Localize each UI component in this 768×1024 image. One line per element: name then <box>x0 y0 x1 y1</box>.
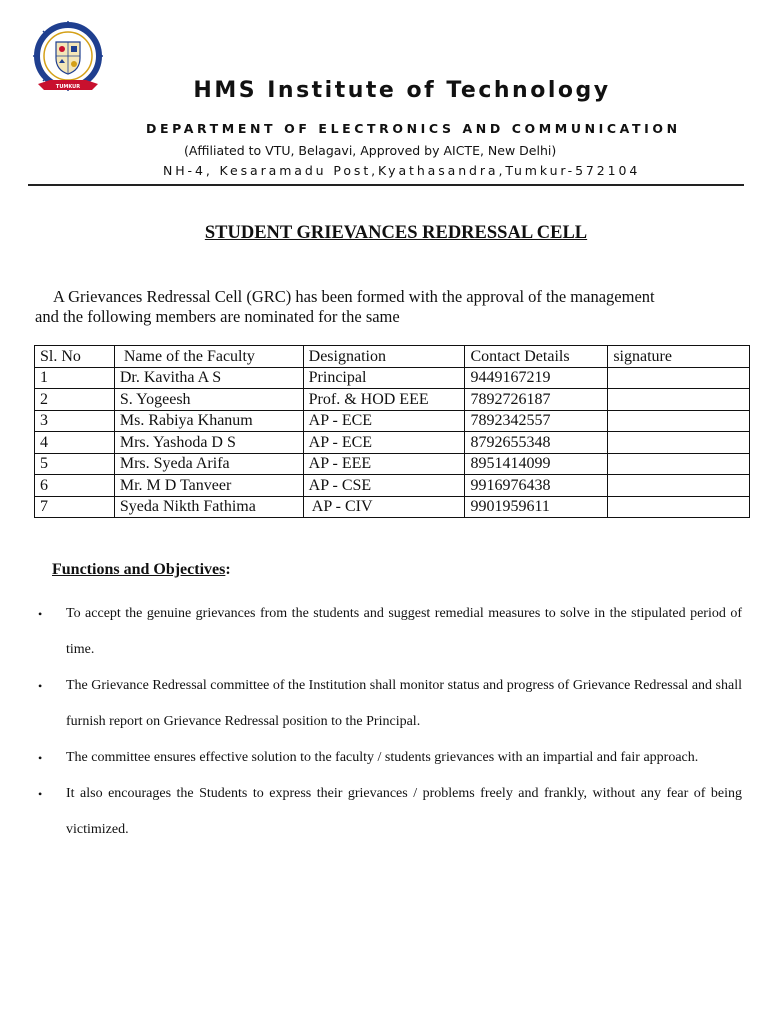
table-cell: 8951414099 <box>465 453 608 475</box>
table-cell: 7892726187 <box>465 389 608 411</box>
intro-line: and the following members are nominated for the same <box>35 307 400 326</box>
table-cell: 9449167219 <box>465 367 608 389</box>
list-item <box>38 740 742 776</box>
table-cell: AP - CSE <box>303 475 465 497</box>
objectives-list <box>38 596 742 848</box>
table-cell: 3 <box>35 410 115 432</box>
section-heading: STUDENT GRIEVANCES REDRESSAL CELL <box>204 223 588 243</box>
objective-text: The committee ensures effective solution to the faculty / students grievances with an impartial and fair approach. <box>66 750 699 765</box>
bullet-icon: • <box>38 607 43 621</box>
table-cell: 1 <box>35 367 115 389</box>
column-header: Name of the Faculty <box>114 346 303 368</box>
signature-cell <box>608 453 750 475</box>
table-cell: S. Yogeesh <box>114 389 303 411</box>
table-cell: Ms. Rabiya Khanum <box>114 410 303 432</box>
table-cell: AP - CIV <box>303 496 465 518</box>
table-row <box>35 389 750 411</box>
table-cell: 9916976438 <box>465 475 608 497</box>
objective-text: The Grievance Redressal committee of the Institution shall monitor status and progress of Grievance Redressal and shall furnish report on Grievance Redressal position to the Principal. <box>66 678 742 729</box>
table-cell: Principal <box>303 367 465 389</box>
table-cell: Mr. M D Tanveer <box>114 475 303 497</box>
bullet-icon: • <box>38 787 43 801</box>
signature-cell <box>608 389 750 411</box>
signature-cell <box>608 496 750 518</box>
table-cell: Dr. Kavitha A S <box>114 367 303 389</box>
table-cell: AP - EEE <box>303 453 465 475</box>
table-cell: 6 <box>35 475 115 497</box>
table-cell: 7 <box>35 496 115 518</box>
list-item <box>38 596 742 668</box>
table-cell: 4 <box>35 432 115 454</box>
functions-heading-colon: : <box>225 561 231 578</box>
table-cell: 5 <box>35 453 115 475</box>
department-name: DEPARTMENT OF ELECTRONICS AND COMMUNICATION <box>146 121 681 136</box>
table-row <box>35 453 750 475</box>
table-row <box>35 475 750 497</box>
column-header: Contact Details <box>465 346 608 368</box>
list-item <box>38 776 742 848</box>
table-cell: 2 <box>35 389 115 411</box>
header-divider <box>28 184 744 186</box>
signature-cell <box>608 410 750 432</box>
table-row <box>35 410 750 432</box>
table-cell: 7892342557 <box>465 410 608 432</box>
table-row <box>35 432 750 454</box>
institute-name: HMS Institute of Technology <box>193 78 611 103</box>
members-table <box>34 345 750 518</box>
objective-text: It also encourages the Students to express their grievances / problems freely and frankly, without any fear of being victimized. <box>66 786 742 837</box>
table-cell: AP - ECE <box>303 432 465 454</box>
column-header: Sl. No <box>35 346 115 368</box>
table-row <box>35 496 750 518</box>
table-cell: AP - ECE <box>303 410 465 432</box>
functions-heading-text: Functions and Objectives <box>52 561 226 578</box>
table-cell: Prof. & HOD EEE <box>303 389 465 411</box>
signature-cell <box>608 432 750 454</box>
table-cell: Mrs. Syeda Arifa <box>114 453 303 475</box>
signature-cell <box>608 367 750 389</box>
column-header: signature <box>608 346 750 368</box>
address-line: NH-4, Kesaramadu Post,Kyathasandra,Tumkur-572104 <box>163 163 641 178</box>
table-row <box>35 367 750 389</box>
intro-line: A Grievances Redressal Cell (GRC) has been formed with the approval of the management <box>53 287 655 306</box>
functions-heading <box>52 561 231 579</box>
bullet-icon: • <box>38 679 43 693</box>
bullet-icon: • <box>38 751 43 765</box>
table-cell: 8792655348 <box>465 432 608 454</box>
table-cell: 9901959611 <box>465 496 608 518</box>
objective-text: To accept the genuine grievances from the students and suggest remedial measures to solve in the stipulated period of time. <box>66 606 742 657</box>
affiliation-line: (Affiliated to VTU, Belagavi, Approved by AICTE, New Delhi) <box>184 143 557 158</box>
seal-ribbon-text: TUMKUR <box>55 84 81 90</box>
intro-paragraph <box>35 287 735 327</box>
signature-cell <box>608 475 750 497</box>
column-header: Designation <box>303 346 465 368</box>
table-header-row <box>35 346 750 368</box>
table-cell: Mrs. Yashoda D S <box>114 432 303 454</box>
table-cell: Syeda Nikth Fathima <box>114 496 303 518</box>
list-item <box>38 668 742 740</box>
